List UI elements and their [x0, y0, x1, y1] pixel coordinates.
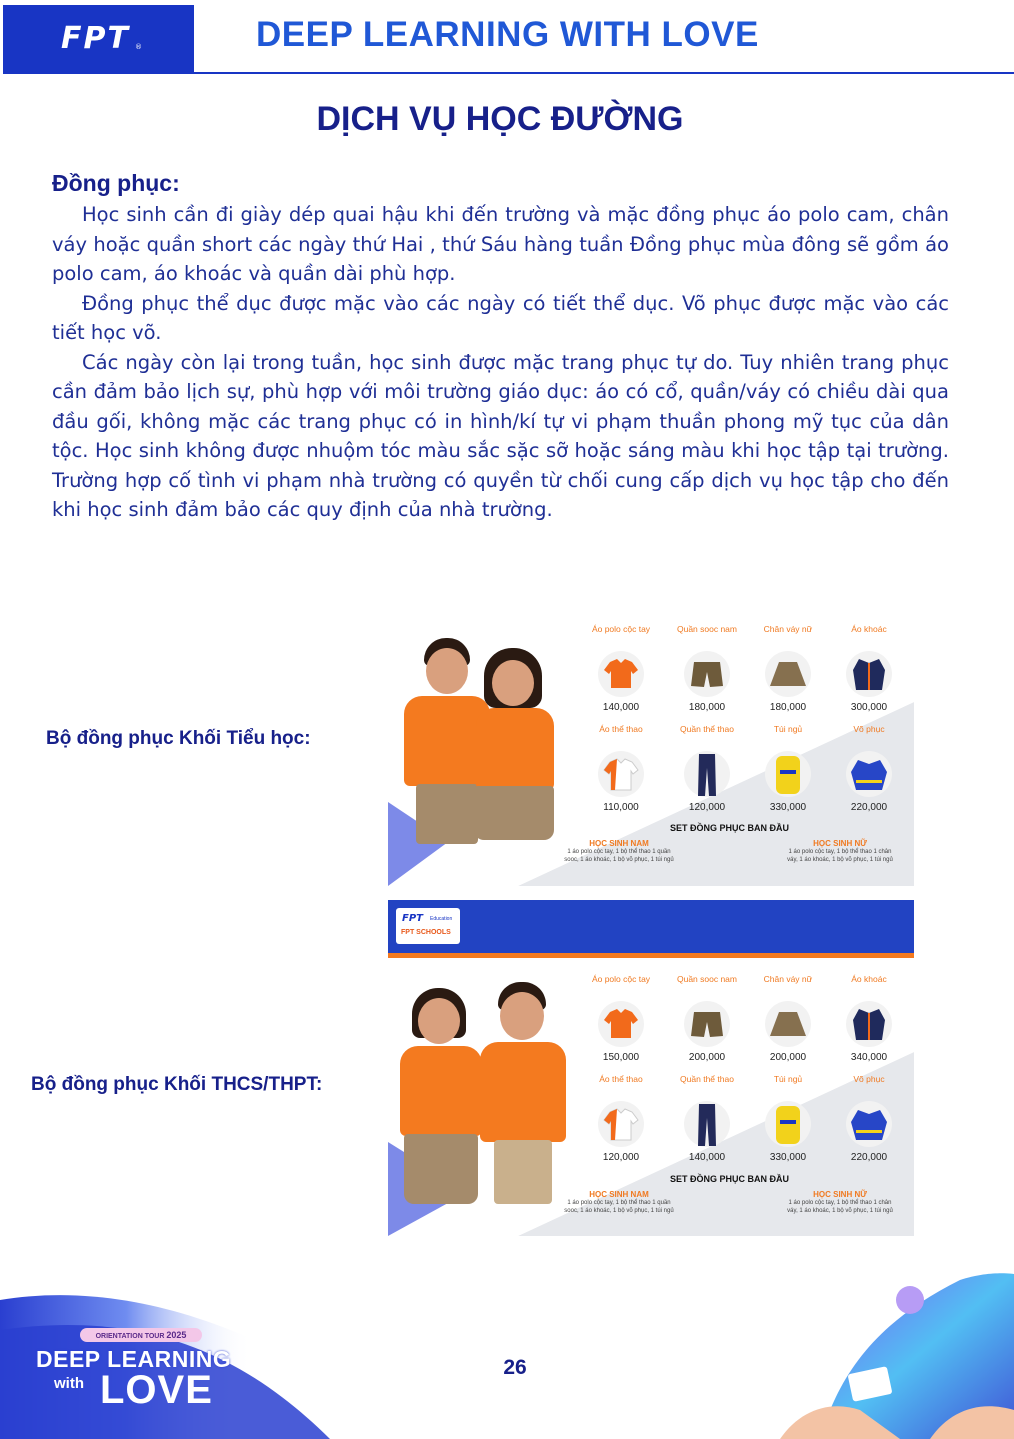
- uniform-item: [581, 624, 661, 713]
- uniform-item-name: Chân váy nữ: [763, 624, 813, 634]
- uniform-item-name: Áo polo cộc tay: [591, 974, 651, 984]
- header-divider: [194, 72, 1014, 74]
- fpt-schools-logo-mark: FPT: [402, 913, 423, 924]
- registered-mark-icon: ®: [135, 43, 142, 51]
- uniform-item: [829, 624, 909, 713]
- boys-set-desc: 1 áo polo cộc tay, 1 bộ thể thao 1 quần sooc, 1 áo khoác, 1 bộ võ phục, 1 túi ngủ: [564, 849, 674, 863]
- uniform-item-name: Quần sooc nam: [676, 624, 737, 634]
- shorts-icon: [682, 650, 732, 698]
- uniform-item-name: Áo polo cộc tay: [591, 624, 651, 634]
- uniform-item-name: Áo khoác: [851, 624, 887, 634]
- uniform-item-name: Võ phục: [853, 1074, 885, 1084]
- uniform-item: [667, 624, 747, 713]
- boys-set-desc: 1 áo polo cộc tay, 1 bộ thể thao 1 quần sooc, 1 áo khoác, 1 bộ võ phục, 1 túi ngủ: [564, 1200, 674, 1214]
- uniform-item-name: Áo thể thao: [599, 1074, 643, 1084]
- badge-year: 2025: [166, 1330, 187, 1340]
- uniform-policy-text: [52, 200, 949, 525]
- shorts-icon: [682, 1000, 732, 1048]
- uniform-item-price: 110,000: [603, 802, 639, 813]
- footer-brand-line3: LOVE: [100, 1368, 213, 1412]
- fpt-schools-banner: [388, 900, 914, 958]
- girls-set-desc: 1 áo polo cộc tay, 1 bộ thể thao 1 chân váy, 1 áo khoác, 1 bộ võ phục, 1 túi ngủ: [787, 849, 893, 863]
- uniform-item-price: 120,000: [688, 802, 726, 813]
- skirt-icon: [763, 1000, 813, 1048]
- paragraph: Học sinh cần đi giày dép quai hậu khi đến trường và mặc đồng phục áo polo cam, chân váy hoặc quần short các ngày thứ Hai , thứ Sáu hàng tuần Đồng phục mùa đông sẽ gồm áo polo cam, áo khoác và quần dài phù hợp.: [52, 203, 949, 285]
- martial-arts-uniform-icon: [844, 1100, 894, 1148]
- fpt-schools-logo-sub: Education: [430, 916, 453, 922]
- uniform-item: [829, 724, 909, 813]
- uniform-item-name: Quần sooc nam: [676, 974, 737, 984]
- uniform-item-price: 150,000: [602, 1052, 640, 1063]
- uniform-item: [667, 724, 747, 813]
- uniform-item: [581, 974, 661, 1063]
- uniform-item-price: 340,000: [850, 1052, 888, 1063]
- page-number: 26: [503, 1356, 527, 1379]
- uniform-item-price: 200,000: [769, 1052, 807, 1063]
- orientation-tour-badge: [80, 1328, 202, 1342]
- polo-shirt-icon: [596, 650, 646, 698]
- jacket-icon: [844, 1000, 894, 1048]
- uniform-item-name: Áo khoác: [851, 974, 887, 984]
- uniform-item-price: 180,000: [688, 702, 726, 713]
- uniform-item-name: Áo thể thao: [599, 724, 643, 734]
- uniform-item: [667, 1074, 747, 1163]
- fpt-schools-logo: [396, 908, 460, 944]
- set-title: SET ĐỒNG PHỤC BAN ĐẦU: [670, 1174, 790, 1184]
- footer-brand-line2: with: [54, 1375, 84, 1392]
- primary-uniform-image: [388, 612, 914, 886]
- uniform-item-name: Quần thể thao: [680, 1074, 734, 1084]
- uniform-item-name: Túi ngủ: [773, 724, 803, 734]
- girls-set: [785, 839, 895, 864]
- uniform-item-name: Võ phục: [853, 724, 885, 734]
- jacket-icon: [844, 650, 894, 698]
- girls-set-title: HỌC SINH NỮ: [813, 1190, 867, 1199]
- orange-stripe: [388, 953, 914, 958]
- footer-brand-line1: DEEP LEARNING: [36, 1346, 232, 1372]
- uniform-item: [748, 1074, 828, 1163]
- uniform-item-price: 300,000: [850, 702, 888, 713]
- header-title: DEEP LEARNING WITH LOVE: [256, 15, 759, 54]
- sport-shirt-icon: [596, 750, 646, 798]
- boys-set-title: HỌC SINH NAM: [589, 1190, 649, 1199]
- uniform-item-name: Quần thể thao: [680, 724, 734, 734]
- student-girl-figure: [470, 648, 560, 868]
- uniform-item: [748, 624, 828, 713]
- sport-pants-icon: [682, 1100, 732, 1148]
- secondary-kit-label: Bộ đồng phục Khối THCS/THPT:: [31, 1074, 323, 1095]
- uniform-item-price: 200,000: [688, 1052, 726, 1063]
- polo-shirt-icon: [596, 1000, 646, 1048]
- uniform-item-price: 140,000: [688, 1152, 726, 1163]
- uniform-item-price: 220,000: [850, 1152, 888, 1163]
- sleeping-bag-icon: [763, 1100, 813, 1148]
- uniform-item-name: Túi ngủ: [773, 1074, 803, 1084]
- boys-set-title: HỌC SINH NAM: [589, 839, 649, 848]
- martial-arts-uniform-icon: [844, 750, 894, 798]
- uniform-item-price: 140,000: [602, 702, 640, 713]
- uniform-item-price: 330,000: [769, 802, 807, 813]
- uniform-item-price: 220,000: [850, 802, 888, 813]
- boys-set: [564, 1190, 674, 1215]
- fpt-logo-text: FPT: [61, 21, 130, 56]
- student-girl-figure: [396, 986, 486, 1226]
- uniform-item-price: 120,000: [602, 1152, 640, 1163]
- boys-set: [564, 839, 674, 864]
- badge-text: ORIENTATION TOUR: [95, 1333, 165, 1340]
- paragraph: Đồng phục thể dục được mặc vào các ngày có tiết thể dục. Võ phục được mặc vào các tiết học võ.: [52, 291, 949, 344]
- page-title: DỊCH VỤ HỌC ĐƯỜNG: [316, 100, 684, 138]
- paragraph: Các ngày còn lại trong tuần, học sinh được mặc trang phục tự do. Tuy nhiên trang phục cần đảm bảo lịch sự, phù hợp với môi trường giáo dục: áo có cổ, quần/váy có chiều dài qua đầu gối, không mặc các trang phục có in hình/kí tự vi phạm thuần phong mỹ tục của dân tộc. Học sinh không được nhuộm tóc màu sắc sặc sỡ hoặc sáng màu khi học tập tại trường. Trường hợp cố tình vi phạm nhà trường có quyền từ chối cung cấp dịch vụ học tập cho đến khi học sinh đảm bảo các quy định của nhà trường.: [52, 350, 949, 521]
- page-header: [0, 0, 1014, 76]
- secondary-uniform-image: [388, 962, 914, 1236]
- uniform-item: [748, 724, 828, 813]
- sport-shirt-icon: [596, 1100, 646, 1148]
- skirt-icon: [763, 650, 813, 698]
- set-title: SET ĐỒNG PHỤC BAN ĐẦU: [670, 823, 790, 833]
- uniform-item: [581, 724, 661, 813]
- uniform-item-price: 180,000: [769, 702, 807, 713]
- uniform-item: [581, 1074, 661, 1163]
- girls-set: [785, 1190, 895, 1215]
- girls-set-title: HỌC SINH NỮ: [813, 839, 867, 848]
- sleeping-bag-icon: [763, 750, 813, 798]
- primary-kit-label: Bộ đồng phục Khối Tiểu học:: [46, 728, 311, 749]
- fpt-schools-logo-name: FPT SCHOOLS: [401, 929, 451, 936]
- uniform-item: [829, 974, 909, 1063]
- girls-set-desc: 1 áo polo cộc tay, 1 bộ thể thao 1 chân váy, 1 áo khoác, 1 bộ võ phục, 1 túi ngủ: [787, 1200, 893, 1214]
- uniform-item-name: Chân váy nữ: [763, 974, 813, 984]
- uniform-item-price: 330,000: [769, 1152, 807, 1163]
- uniform-item: [748, 974, 828, 1063]
- sport-pants-icon: [682, 750, 732, 798]
- uniform-item: [829, 1074, 909, 1163]
- fpt-logo: [3, 5, 194, 74]
- uniform-item: [667, 974, 747, 1063]
- section-heading: Đồng phục:: [52, 170, 180, 196]
- student-boy-figure: [478, 980, 568, 1220]
